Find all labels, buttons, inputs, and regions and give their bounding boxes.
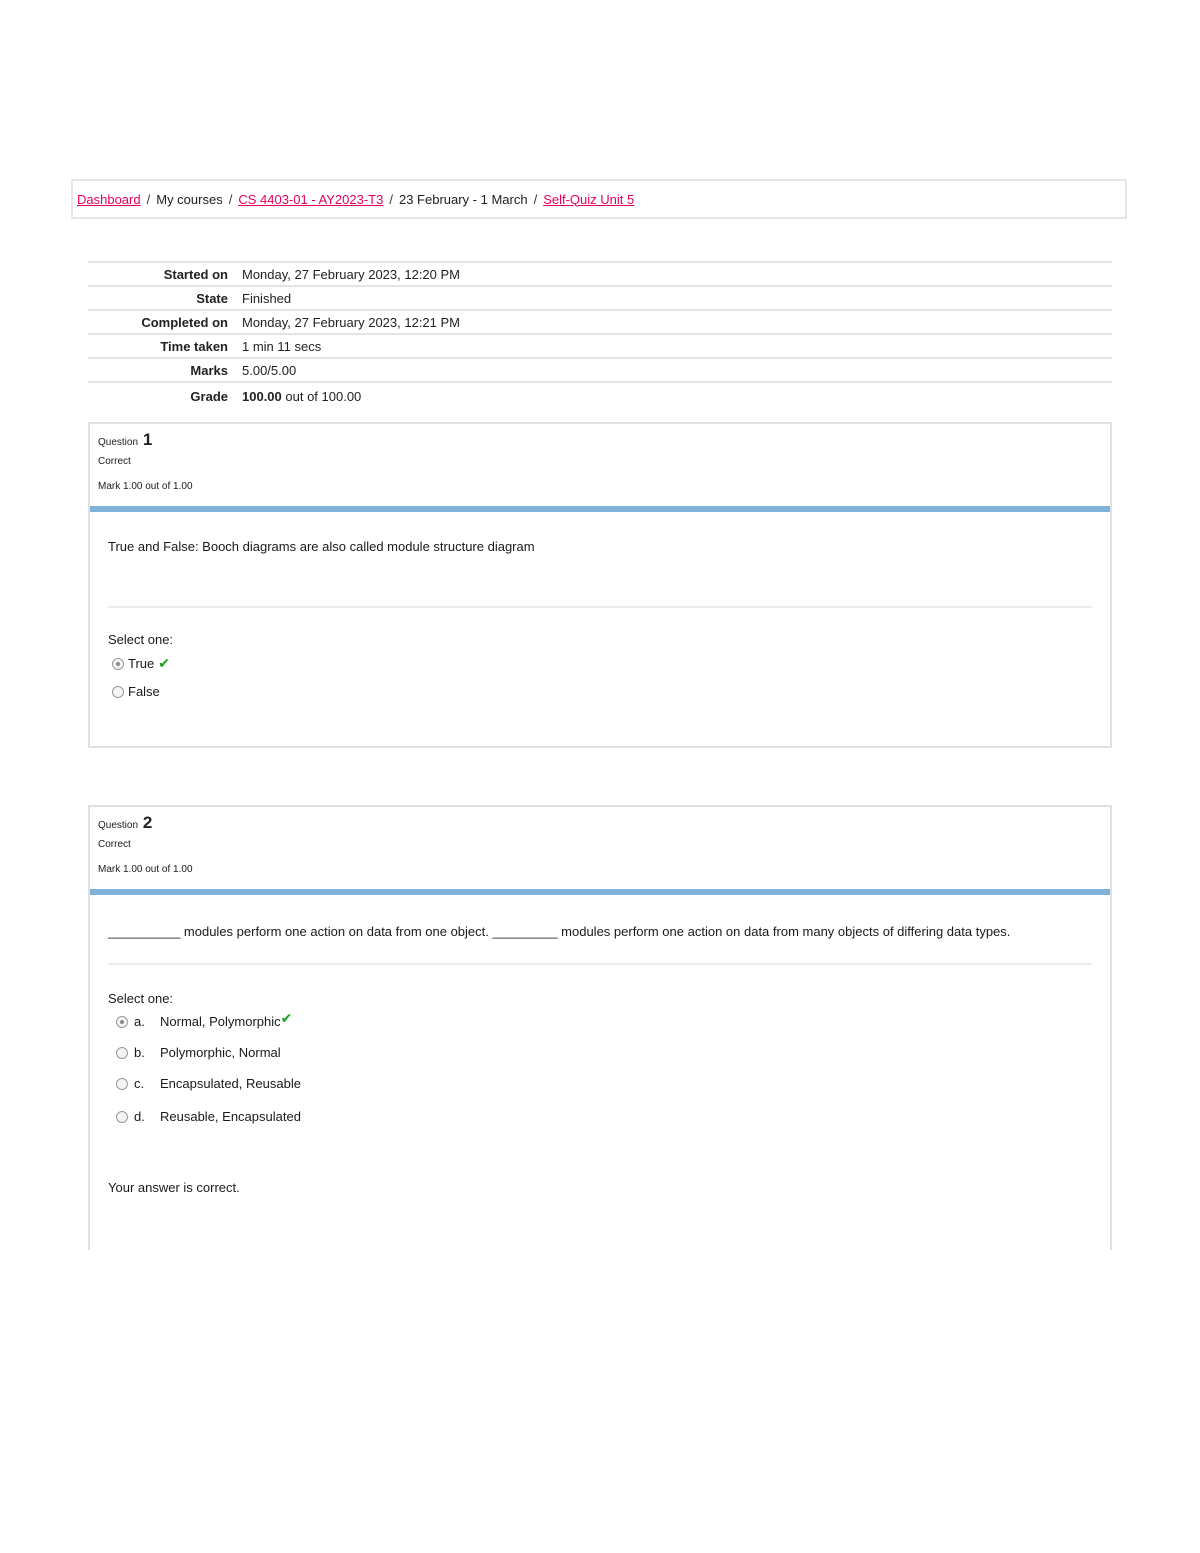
summary-value: Finished — [242, 286, 1112, 310]
answer-letter: d. — [134, 1109, 145, 1124]
question-body — [90, 512, 1110, 699]
question-divider — [108, 606, 1092, 608]
breadcrumb-separator: / — [389, 191, 393, 207]
answer-option-c[interactable] — [116, 1076, 1092, 1091]
answer-letter: c. — [134, 1076, 145, 1091]
answer-option-d[interactable] — [116, 1109, 1092, 1124]
question-divider — [108, 963, 1092, 965]
breadcrumb-quiz-link[interactable]: Self-Quiz Unit 5 — [543, 191, 635, 207]
answer-label: Polymorphic, Normal — [160, 1045, 281, 1060]
summary-label: State — [88, 286, 242, 310]
question-body — [90, 895, 1110, 1124]
attempt-summary-table — [88, 261, 1112, 409]
answer-option-false[interactable] — [112, 684, 1092, 699]
summary-value — [242, 382, 1112, 409]
breadcrumb-separator: / — [228, 191, 233, 207]
answer-label: Encapsulated, Reusable — [160, 1076, 301, 1091]
answer-label: False — [128, 684, 160, 699]
answer-option-a[interactable] — [116, 1010, 1092, 1029]
check-icon: ✔ — [280, 1010, 293, 1026]
summary-row — [88, 334, 1112, 358]
summary-value: Monday, 27 February 2023, 12:20 PM — [242, 262, 1112, 286]
check-icon: ✔ — [158, 655, 170, 671]
select-one-prompt: Select one: — [108, 991, 174, 1006]
question-label: Question — [98, 820, 139, 831]
question-title — [98, 813, 1102, 833]
answer-letter: a. — [134, 1014, 145, 1029]
summary-value: Monday, 27 February 2023, 12:21 PM — [242, 310, 1112, 334]
radio-icon[interactable] — [116, 1111, 128, 1123]
breadcrumb — [71, 179, 1127, 219]
question-text: __________ modules perform one action on data from one object. _________ modules perform one action on data from many objects of differing data types. — [108, 924, 1011, 939]
answer-option-b[interactable] — [116, 1045, 1092, 1060]
question-title — [98, 430, 1102, 450]
summary-row — [88, 358, 1112, 382]
answer-letter: b. — [134, 1045, 145, 1060]
grade-suffix: out of 100.00 — [285, 388, 362, 404]
question-state: Correct — [98, 839, 131, 850]
summary-label: Marks — [88, 358, 242, 382]
summary-value: 5.00/5.00 — [242, 358, 1112, 382]
breadcrumb-separator: / — [146, 191, 151, 207]
question-1 — [88, 422, 1112, 748]
breadcrumb-course-link[interactable]: CS 4403-01 - AY2023-T3 — [238, 191, 384, 207]
question-text: True and False: Booch diagrams are also called module structure diagram — [108, 539, 535, 554]
summary-row-grade — [88, 382, 1112, 409]
answer-label: Reusable, Encapsulated — [160, 1109, 301, 1124]
summary-row — [88, 286, 1112, 310]
question-mark: Mark 1.00 out of 1.00 — [98, 481, 193, 492]
summary-label: Time taken — [88, 334, 242, 358]
select-one-prompt: Select one: — [108, 632, 174, 647]
summary-label: Grade — [88, 382, 242, 409]
breadcrumb-my-courses: My courses — [156, 191, 223, 207]
radio-icon[interactable] — [112, 686, 124, 698]
question-number: 2 — [142, 813, 153, 832]
radio-icon[interactable] — [116, 1016, 128, 1028]
question-number: 1 — [142, 430, 153, 449]
grade-value: 100.00 — [242, 388, 282, 404]
summary-label: Completed on — [88, 310, 242, 334]
radio-icon[interactable] — [112, 658, 124, 670]
summary-value: 1 min 11 secs — [242, 334, 1112, 358]
answer-feedback: Your answer is correct. — [108, 1180, 240, 1195]
summary-row — [88, 262, 1112, 286]
breadcrumb-dashboard-link[interactable]: Dashboard — [77, 191, 141, 207]
question-state: Correct — [98, 456, 131, 467]
breadcrumb-separator: / — [533, 191, 538, 207]
question-2 — [88, 805, 1112, 1250]
question-mark: Mark 1.00 out of 1.00 — [98, 864, 193, 875]
answer-label: Normal, Polymorphic — [160, 1014, 281, 1029]
summary-label: Started on — [88, 262, 242, 286]
breadcrumb-week: 23 February - 1 March — [398, 191, 528, 207]
question-info — [90, 424, 1110, 506]
radio-icon[interactable] — [116, 1078, 128, 1090]
question-label: Question — [98, 437, 139, 448]
question-info — [90, 807, 1110, 889]
answer-option-true[interactable] — [112, 655, 1092, 672]
summary-row — [88, 310, 1112, 334]
answer-label: True — [128, 656, 155, 671]
radio-icon[interactable] — [116, 1047, 128, 1059]
